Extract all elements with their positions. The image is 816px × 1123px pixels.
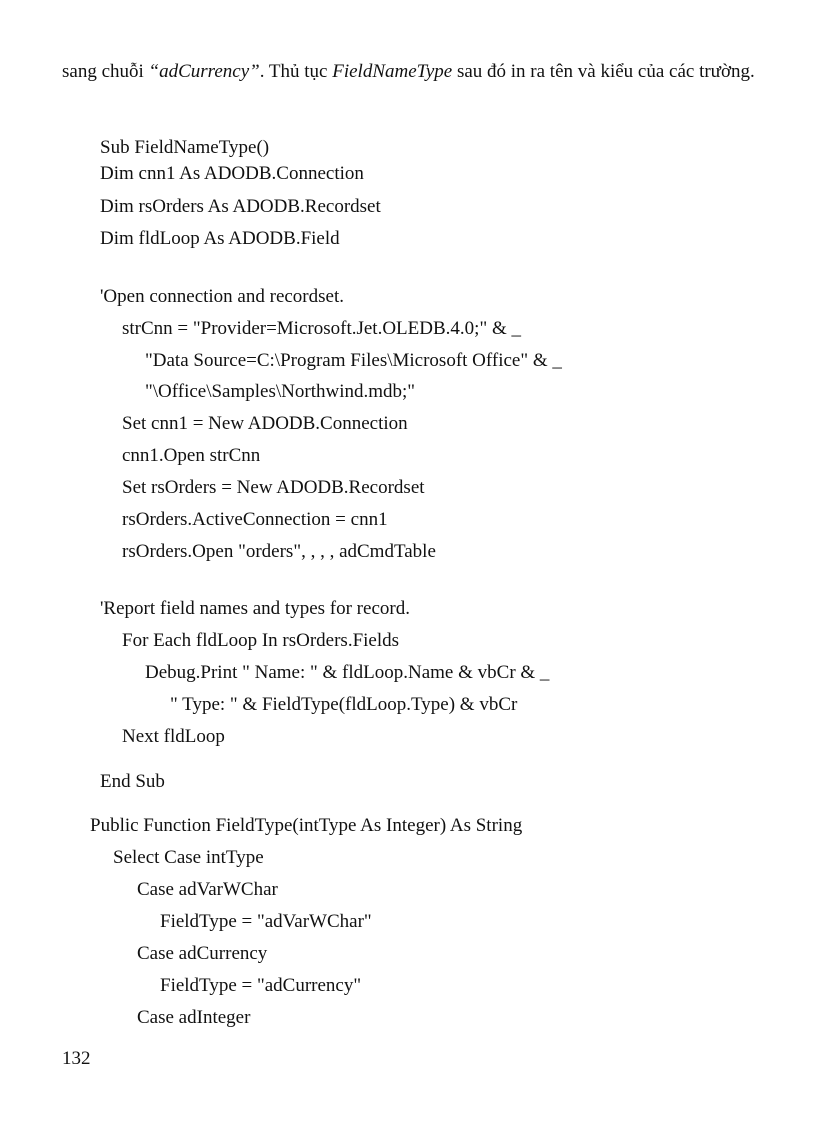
intro-term-fieldnametype: FieldNameType [332, 61, 453, 82]
code-line: "\Office\Samples\Northwind.mdb;" [145, 381, 416, 402]
page-number: 132 [62, 1048, 91, 1069]
code-line: FieldType = "adCurrency" [160, 975, 362, 996]
code-line: Public Function FieldType(intType As Integer) As String [90, 815, 523, 836]
code-line: Debug.Print " Name: " & fldLoop.Name & vbCr & _ [145, 662, 550, 683]
intro-term-adcurrency: “adCurrency” [148, 61, 260, 82]
code-comment: 'Report field names and types for record. [100, 598, 410, 619]
intro-text-2: . Thủ tục [259, 61, 333, 82]
intro-text-1: sang chuỗi [62, 61, 149, 82]
code-line: Case adCurrency [137, 943, 268, 964]
code-line: "Data Source=C:\Program Files\Microsoft Office" & _ [145, 350, 562, 371]
code-line: FieldType = "adVarWChar" [160, 911, 372, 932]
code-line: End Sub [100, 771, 165, 792]
code-line: rsOrders.Open "orders", , , , adCmdTable [122, 541, 436, 562]
code-line: Sub FieldNameType() [100, 137, 270, 158]
code-line: strCnn = "Provider=Microsoft.Jet.OLEDB.4.0;" & _ [122, 318, 521, 339]
code-line: Set rsOrders = New ADODB.Recordset [122, 477, 425, 498]
code-line: For Each fldLoop In rsOrders.Fields [122, 630, 400, 651]
code-line: Case adVarWChar [137, 879, 278, 900]
intro-text-3: sau đó in ra tên và kiểu của các trường. [452, 61, 755, 82]
code-line: cnn1.Open strCnn [122, 445, 261, 466]
code-line: " Type: " & FieldType(fldLoop.Type) & vbCr [170, 694, 518, 715]
code-line: Case adInteger [137, 1007, 251, 1028]
intro-paragraph [62, 56, 774, 88]
code-line: Dim rsOrders As ADODB.Recordset [100, 196, 381, 217]
code-comment: 'Open connection and recordset. [100, 286, 344, 307]
code-line: rsOrders.ActiveConnection = cnn1 [122, 509, 388, 530]
code-line: Set cnn1 = New ADODB.Connection [122, 413, 408, 434]
code-line: Next fldLoop [122, 726, 225, 747]
code-line: Dim cnn1 As ADODB.Connection [100, 163, 364, 184]
code-line: Select Case intType [113, 847, 264, 868]
code-line: Dim fldLoop As ADODB.Field [100, 228, 340, 249]
